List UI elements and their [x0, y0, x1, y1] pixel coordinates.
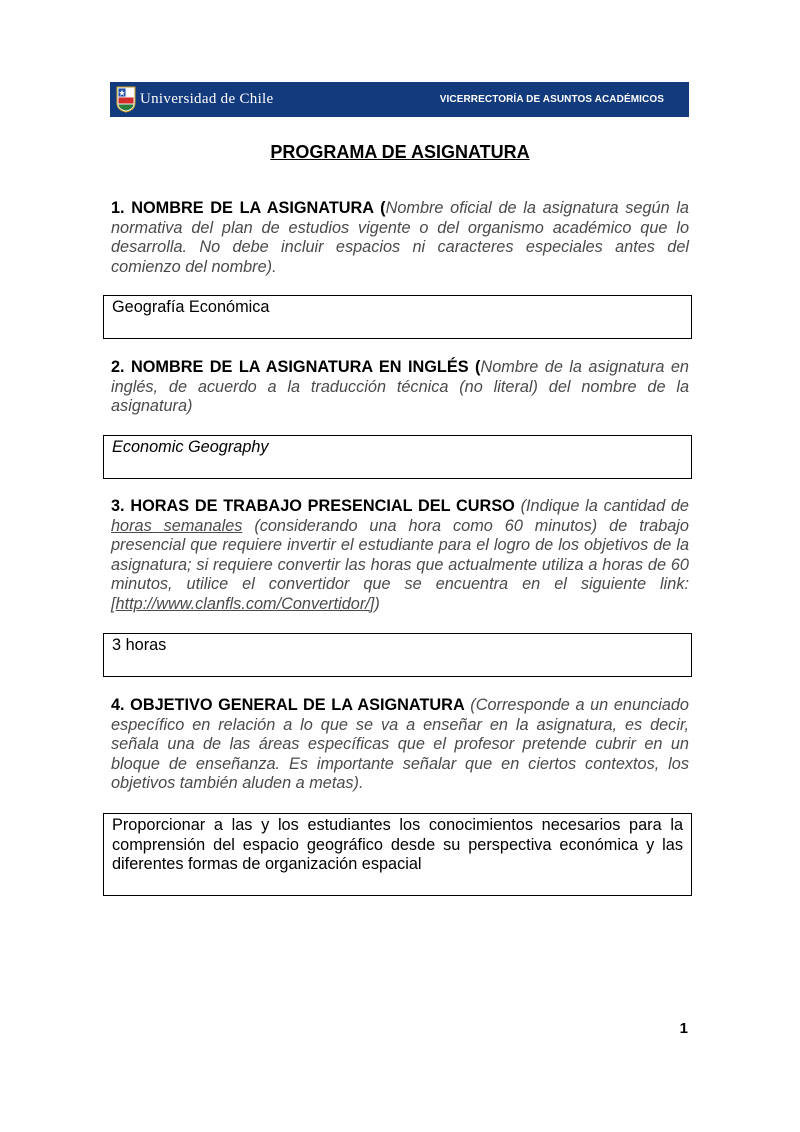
section-2-answer-box[interactable] [103, 435, 692, 479]
weekly-hours-emphasis: horas semanales [111, 516, 243, 535]
header-banner [110, 82, 689, 117]
section-1-instructions: 1. NOMBRE DE LA ASIGNATURA (Nombre oficial de la asignatura según la normativa del plan de estudios vigente o del organismo académico que lo desarrolla. No debe incluir espacios ni caracteres especiales antes del comienzo del nombre). [111, 199, 689, 276]
university-name: Universidad de Chile [140, 91, 274, 107]
office-name: VICERRECTORÍA DE ASUNTOS ACADÉMICOS [439, 94, 664, 105]
page-title: PROGRAMA DE ASIGNATURA [270, 142, 530, 162]
section-4-heading: 4. OBJETIVO GENERAL DE LA ASIGNATURA [111, 696, 465, 714]
section-2-heading: 2. NOMBRE DE LA ASIGNATURA EN INGLÉS [111, 358, 469, 376]
section-1-value: Geografía Económica [112, 298, 270, 316]
section-4-value: Proporcionar a las y los estudiantes los conocimientos necesarios para la comprensión del espacio geográfico desde su perspectiva económica y las diferentes formas de organización espacial [112, 816, 683, 873]
university-seal-icon [116, 86, 136, 113]
section-1-note: Nombre oficial de la asignatura según la normativa del plan de estudios vigente o del organismo académico que lo desarrolla. No debe incluir espacios ni caracteres especiales antes del comienzo del nombre). [111, 199, 689, 276]
section-2-instructions: 2. NOMBRE DE LA ASIGNATURA EN INGLÉS (Nombre de la asignatura en inglés, de acuerdo a la traducción técnica (no literal) del nombre de la asignatura) [111, 358, 689, 415]
section-2-note: Nombre de la asignatura en inglés, de acuerdo a la traducción técnica (no literal) del nombre de la asignatura) [111, 358, 689, 415]
section-4-answer-box[interactable] [103, 813, 692, 896]
section-3-instructions: 3. HORAS DE TRABAJO PRESENCIAL DEL CURSO (Indique la cantidad de horas semanales (considerando una hora como 60 minutos) de trabajo presencial que requiere invertir el estudiante para el logro de los objetivos de la asignatura; si requiere convertir las horas que actualmente utiliza a horas de 60 minutos, utilice el convertidor que se encuentra en el siguiente link: [http://www.clanfls.com/Convertidor/]) [111, 497, 689, 613]
section-4-instructions [111, 696, 689, 794]
section-1-heading: 1. NOMBRE DE LA ASIGNATURA [111, 199, 374, 217]
section-3-answer-box[interactable] [103, 633, 692, 677]
section-3-value: 3 horas [112, 636, 167, 654]
section-3-heading: 3. HORAS DE TRABAJO PRESENCIAL DEL CURSO [111, 497, 515, 515]
section-4-note: (Corresponde a un enunciado específico en relación a lo que se va a enseñar en la asignatura, es decir, señala una de las áreas específicas que el profesor pretende cubrir en un bloque de enseñanza. Es importante señalar que en ciertos contextos, los objetivos también aluden a metas). [111, 696, 689, 792]
converter-link[interactable]: http://www.clanfls.com/Convertidor/ [115, 594, 370, 613]
section-2-value: Economic Geography [112, 438, 269, 456]
page-number: 1 [679, 1020, 688, 1037]
section-1-answer-box[interactable] [103, 295, 692, 339]
